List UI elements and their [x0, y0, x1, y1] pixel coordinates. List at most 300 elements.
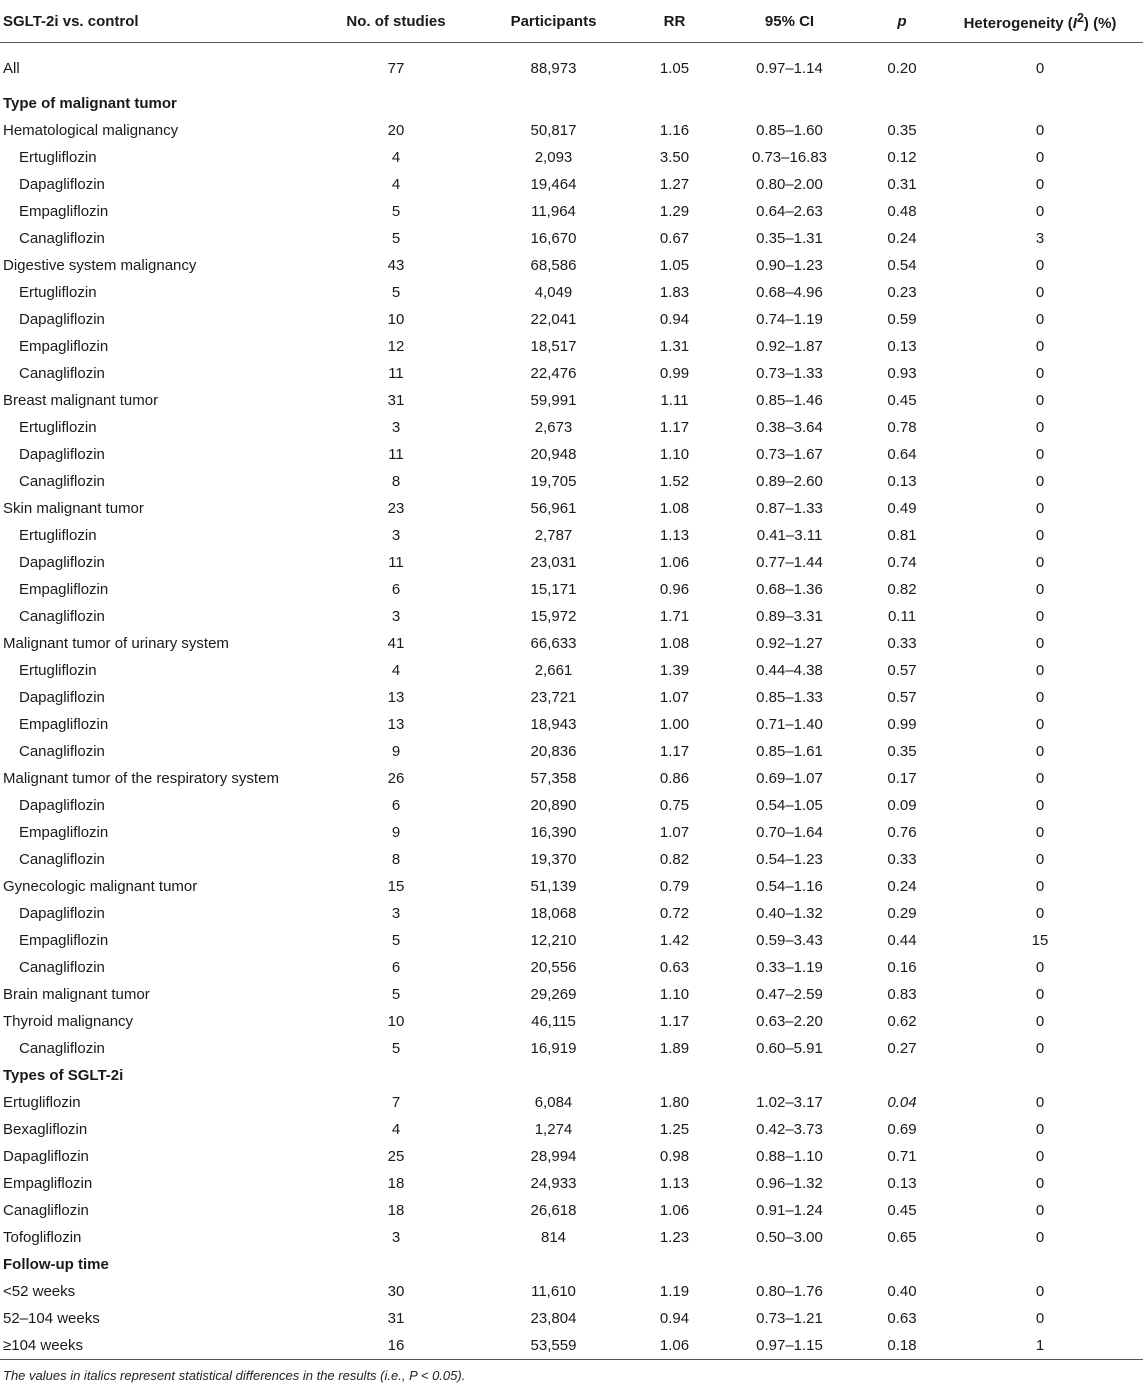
row-label: Ertugliflozin [19, 662, 97, 679]
cell-ci: 0.88–1.10 [756, 1148, 823, 1165]
cell-studies: 9 [391, 824, 401, 841]
row-label: Canagliflozin [19, 473, 105, 490]
row-label: Canagliflozin [19, 959, 105, 976]
cell-heterogeneity: 0 [1035, 824, 1045, 841]
cell-participants: 19,464 [530, 176, 577, 193]
table-row [0, 225, 1143, 252]
cell-participants: 11,610 [531, 1283, 576, 1300]
cell-participants: 26,618 [530, 1202, 577, 1219]
cell-p: 0.59 [887, 311, 917, 328]
table-row [0, 1116, 1143, 1143]
cell-participants: 57,358 [530, 770, 577, 787]
header-ci: 95% CI [712, 0, 867, 43]
cell-rr [637, 1251, 712, 1278]
cell-participants: 24,933 [530, 1175, 577, 1192]
cell-p: 0.81 [887, 527, 917, 544]
row-label: Canagliflozin [19, 230, 105, 247]
cell-studies: 11 [388, 365, 404, 382]
cell-participants: 16,670 [530, 230, 577, 247]
cell-p: 0.24 [887, 230, 917, 247]
cell-rr: 1.11 [660, 392, 689, 409]
cell-rr: 0.67 [659, 230, 690, 247]
cell-rr: 1.27 [659, 176, 690, 193]
cell-heterogeneity: 0 [1035, 797, 1045, 814]
cell-participants: 2,787 [534, 527, 573, 544]
cell-ci: 0.60–5.91 [756, 1040, 823, 1057]
cell-participants: 1,274 [534, 1121, 573, 1138]
table-row [0, 387, 1143, 414]
cell-ci: 0.54–1.16 [756, 878, 823, 895]
cell-studies: 30 [387, 1283, 405, 1300]
cell-rr: 1.89 [659, 1040, 690, 1057]
cell-studies: 31 [387, 392, 405, 409]
cell-ci: 0.70–1.64 [756, 824, 823, 841]
header-p [867, 0, 937, 43]
cell-studies: 13 [387, 716, 405, 733]
cell-ci: 0.50–3.00 [756, 1229, 823, 1246]
row-label: Tofogliflozin [3, 1229, 82, 1246]
table-row [0, 873, 1143, 900]
section-header-row [0, 90, 1143, 117]
row-label: Canagliflozin [19, 608, 105, 625]
cell-ci: 0.97–1.14 [756, 59, 823, 77]
cell-p: 0.82 [887, 581, 917, 598]
cell-ci: 0.73–1.21 [756, 1310, 823, 1327]
cell-studies: 12 [387, 338, 405, 355]
cell-ci: 0.89–3.31 [756, 608, 823, 625]
row-label: Ertugliflozin [3, 1094, 81, 1111]
cell-studies: 5 [391, 284, 401, 301]
cell-studies: 5 [391, 203, 401, 220]
cell-heterogeneity: 0 [1035, 1229, 1045, 1246]
cell-heterogeneity: 0 [1035, 473, 1045, 490]
cell-participants: 28,994 [530, 1148, 577, 1165]
cell-rr: 0.63 [659, 959, 690, 976]
cell-studies [322, 1062, 470, 1089]
table-row [0, 414, 1143, 441]
row-label: Dapagliflozin [19, 311, 105, 328]
het-sup: 2 [1076, 10, 1084, 25]
cell-heterogeneity: 0 [1035, 1283, 1045, 1300]
table-row [0, 495, 1143, 522]
cell-p: 0.71 [887, 1148, 917, 1165]
het-prefix: Heterogeneity ( [963, 14, 1073, 32]
cell-p: 0.69 [887, 1121, 917, 1138]
cell-heterogeneity: 0 [1035, 878, 1045, 895]
cell-rr: 1.52 [659, 473, 690, 490]
cell-studies: 31 [387, 1310, 405, 1327]
cell-rr: 1.07 [659, 824, 690, 841]
cell-p: 0.99 [887, 716, 917, 733]
table-row [0, 1170, 1143, 1197]
row-label: Empagliflozin [19, 203, 109, 220]
cell-heterogeneity [937, 90, 1143, 117]
cell-heterogeneity: 0 [1035, 446, 1045, 463]
cell-ci [712, 1251, 867, 1278]
row-label: Breast malignant tumor [3, 392, 159, 409]
cell-participants: 66,633 [530, 635, 577, 652]
table-header-row [0, 0, 1143, 43]
row-label: Dapagliflozin [19, 905, 105, 922]
cell-ci: 0.68–1.36 [756, 581, 823, 598]
cell-p: 0.17 [887, 770, 917, 787]
cell-p: 0.40 [887, 1283, 917, 1300]
cell-ci: 0.92–1.27 [756, 635, 823, 652]
cell-rr: 1.13 [659, 1175, 690, 1192]
cell-p: 0.09 [887, 797, 917, 814]
cell-participants: 16,919 [530, 1040, 577, 1057]
cell-participants: 4,049 [534, 284, 573, 301]
cell-studies: 77 [387, 59, 405, 77]
cell-participants: 46,115 [531, 1013, 576, 1030]
cell-ci: 0.91–1.24 [756, 1202, 823, 1219]
cell-ci: 0.68–4.96 [756, 284, 823, 301]
cell-participants: 18,943 [530, 716, 577, 733]
row-label: Canagliflozin [19, 365, 105, 382]
cell-rr: 1.23 [659, 1229, 690, 1246]
cell-ci: 0.85–1.60 [756, 122, 823, 139]
table-row [0, 441, 1143, 468]
cell-p: 0.62 [887, 1013, 917, 1030]
cell-ci: 0.69–1.07 [756, 770, 823, 787]
cell-heterogeneity: 0 [1035, 608, 1045, 625]
cell-participants: 15,171 [530, 581, 577, 598]
cell-p: 0.57 [887, 662, 917, 679]
cell-heterogeneity: 0 [1035, 716, 1045, 733]
cell-studies: 13 [387, 689, 405, 706]
cell-participants: 19,370 [530, 851, 577, 868]
cell-studies: 6 [391, 581, 401, 598]
table-row [0, 468, 1143, 495]
cell-heterogeneity: 0 [1035, 338, 1045, 355]
cell-rr: 1.06 [659, 554, 690, 571]
cell-heterogeneity: 0 [1035, 176, 1045, 193]
table-row [0, 1305, 1143, 1332]
cell-rr: 0.86 [659, 770, 690, 787]
cell-participants: 51,139 [530, 878, 577, 895]
table-row [0, 279, 1143, 306]
cell-participants: 22,476 [530, 365, 577, 382]
cell-p: 0.13 [887, 1175, 917, 1192]
cell-participants: 59,991 [530, 392, 577, 409]
cell-heterogeneity: 0 [1035, 500, 1045, 517]
cell-participants: 18,068 [530, 905, 577, 922]
cell-p [867, 90, 937, 117]
cell-heterogeneity: 0 [1035, 311, 1045, 328]
cell-studies [322, 1251, 470, 1278]
cell-heterogeneity: 0 [1035, 527, 1045, 544]
cell-rr: 0.96 [659, 581, 690, 598]
cell-heterogeneity: 0 [1035, 635, 1045, 652]
cell-heterogeneity: 0 [1035, 122, 1045, 139]
cell-heterogeneity: 0 [1035, 59, 1045, 77]
row-label: Empagliflozin [19, 581, 109, 598]
cell-rr: 0.79 [659, 878, 690, 895]
header-comparison: SGLT-2i vs. control [0, 0, 322, 43]
cell-studies: 6 [391, 959, 401, 976]
cell-heterogeneity: 0 [1035, 1310, 1045, 1327]
cell-participants: 2,673 [534, 419, 573, 436]
row-label: All [3, 59, 20, 77]
table-row [0, 1008, 1143, 1035]
cell-rr [637, 90, 712, 117]
cell-p: 0.65 [887, 1229, 917, 1246]
table-footnote: The values in italics represent statistical differences in the results (i.e., P < 0.05). [3, 1368, 466, 1383]
table-row [0, 549, 1143, 576]
table-row [0, 1089, 1143, 1116]
cell-heterogeneity: 0 [1035, 392, 1045, 409]
cell-p: 0.78 [887, 419, 917, 436]
row-label: Canagliflozin [19, 851, 105, 868]
table-row [0, 1224, 1143, 1251]
cell-rr: 3.50 [659, 149, 690, 166]
cell-p: 0.13 [887, 473, 917, 490]
cell-heterogeneity: 0 [1035, 1121, 1045, 1138]
cell-heterogeneity: 0 [1035, 581, 1045, 598]
cell-participants: 50,817 [530, 122, 577, 139]
cell-ci: 0.44–4.38 [756, 662, 823, 679]
cell-rr: 1.17 [659, 1013, 690, 1030]
cell-participants [470, 1062, 637, 1089]
cell-rr: 1.42 [659, 932, 690, 949]
cell-rr: 1.05 [659, 59, 690, 77]
row-label: Dapagliflozin [19, 446, 105, 463]
section-label: Follow-up time [3, 1256, 109, 1273]
cell-participants: 18,517 [530, 338, 577, 355]
cell-participants: 23,804 [530, 1310, 577, 1327]
cell-p: 0.33 [887, 851, 917, 868]
cell-heterogeneity: 0 [1035, 851, 1045, 868]
cell-ci: 0.40–1.32 [756, 905, 823, 922]
row-label: ≥104 weeks [0, 1332, 322, 1360]
cell-rr: 0.82 [659, 851, 690, 868]
row-label: Empagliflozin [3, 1175, 93, 1192]
cell-ci: 0.90–1.23 [756, 257, 823, 274]
row-label: Dapagliflozin [3, 1148, 89, 1165]
table-row [0, 765, 1143, 792]
cell-p: 0.18 [867, 1332, 937, 1360]
cell-rr: 0.94 [659, 1310, 690, 1327]
cell-ci: 0.47–2.59 [756, 986, 823, 1003]
cell-p: 0.04 [887, 1094, 917, 1111]
row-label: Canagliflozin [19, 743, 105, 760]
row-label: Dapagliflozin [19, 689, 105, 706]
row-label: Ertugliflozin [19, 284, 97, 301]
cell-heterogeneity: 0 [1035, 689, 1045, 706]
table-row [0, 522, 1143, 549]
cell-studies: 4 [391, 149, 401, 166]
table-row [0, 171, 1143, 198]
cell-rr: 0.94 [659, 311, 690, 328]
cell-ci [712, 1062, 867, 1089]
table-row [0, 846, 1143, 873]
cell-p: 0.49 [887, 500, 917, 517]
cell-p: 0.12 [887, 149, 917, 166]
cell-ci [712, 90, 867, 117]
cell-rr [637, 1062, 712, 1089]
cell-rr: 1.06 [637, 1332, 712, 1360]
table-row [0, 792, 1143, 819]
table-row [0, 333, 1143, 360]
cell-participants: 88,973 [530, 59, 577, 77]
cell-heterogeneity: 0 [1035, 1175, 1045, 1192]
cell-rr: 1.80 [659, 1094, 690, 1111]
cell-p: 0.24 [887, 878, 917, 895]
cell-ci: 0.80–1.76 [756, 1283, 823, 1300]
cell-studies: 18 [387, 1175, 405, 1192]
cell-heterogeneity: 0 [1035, 257, 1045, 274]
row-label: <52 weeks [3, 1283, 76, 1300]
cell-participants: 53,559 [470, 1332, 637, 1360]
cell-studies: 26 [387, 770, 405, 787]
cell-heterogeneity: 0 [1035, 662, 1045, 679]
cell-heterogeneity: 0 [1035, 1094, 1045, 1111]
cell-heterogeneity: 0 [1035, 1040, 1045, 1057]
cell-rr: 1.00 [659, 716, 690, 733]
cell-rr: 1.29 [659, 203, 690, 220]
cell-ci: 0.85–1.46 [756, 392, 823, 409]
cell-participants: 12,210 [530, 932, 577, 949]
cell-ci: 0.59–3.43 [756, 932, 823, 949]
row-label: Ertugliflozin [19, 527, 97, 544]
row-label: Digestive system malignancy [3, 257, 197, 274]
cell-participants: 29,269 [530, 986, 577, 1003]
cell-heterogeneity: 0 [1035, 959, 1045, 976]
cell-heterogeneity: 0 [1035, 905, 1045, 922]
het-i: I [1072, 14, 1077, 32]
cell-studies: 18 [387, 1202, 405, 1219]
row-label: Dapagliflozin [19, 176, 105, 193]
table-row [0, 900, 1143, 927]
cell-participants: 814 [540, 1229, 567, 1246]
cell-p: 0.63 [887, 1310, 917, 1327]
cell-ci: 0.73–1.67 [756, 446, 823, 463]
cell-studies: 9 [391, 743, 401, 760]
cell-studies: 3 [391, 905, 401, 922]
cell-ci: 0.64–2.63 [756, 203, 823, 220]
cell-heterogeneity: 0 [1035, 770, 1045, 787]
cell-studies: 4 [391, 176, 401, 193]
row-label: Empagliflozin [19, 716, 109, 733]
cell-p [867, 1251, 937, 1278]
cell-heterogeneity: 0 [1035, 203, 1045, 220]
cell-ci: 0.73–1.33 [756, 365, 823, 382]
table-row [0, 117, 1143, 144]
cell-studies: 7 [391, 1094, 401, 1111]
cell-studies: 3 [391, 608, 401, 625]
cell-participants: 16,390 [530, 824, 577, 841]
cell-p: 0.48 [887, 203, 917, 220]
cell-heterogeneity: 0 [1035, 1148, 1045, 1165]
cell-studies: 15 [387, 878, 405, 895]
cell-p: 0.11 [887, 608, 917, 625]
cell-p: 0.74 [887, 554, 917, 571]
cell-p: 0.35 [887, 122, 917, 139]
cell-studies: 5 [391, 1040, 401, 1057]
table-row [0, 43, 1143, 91]
cell-studies: 8 [391, 473, 401, 490]
cell-ci: 0.87–1.33 [756, 500, 823, 517]
table-row [0, 684, 1143, 711]
cell-ci: 0.73–16.83 [751, 149, 828, 166]
cell-rr: 1.10 [659, 986, 690, 1003]
cell-heterogeneity: 0 [1035, 986, 1045, 1003]
cell-heterogeneity: 0 [1035, 1202, 1045, 1219]
cell-p: 0.13 [887, 338, 917, 355]
cell-heterogeneity: 0 [1035, 554, 1045, 571]
het-suffix: ) (%) [1083, 14, 1117, 32]
cell-heterogeneity: 0 [1035, 419, 1045, 436]
cell-p: 0.44 [887, 932, 917, 949]
cell-studies: 20 [387, 122, 405, 139]
cell-p: 0.31 [887, 176, 917, 193]
section-header-row [0, 1251, 1143, 1278]
cell-p: 0.35 [887, 743, 917, 760]
cell-rr: 1.17 [659, 419, 690, 436]
cell-rr: 1.07 [659, 689, 690, 706]
cell-participants: 19,705 [530, 473, 577, 490]
cell-heterogeneity: 0 [1035, 743, 1045, 760]
cell-ci: 0.41–3.11 [756, 527, 823, 544]
header-rr: RR [637, 0, 712, 43]
cell-p [867, 1062, 937, 1089]
cell-ci: 0.92–1.87 [756, 338, 823, 355]
cell-heterogeneity [937, 1251, 1143, 1278]
row-label: Canagliflozin [3, 1202, 89, 1219]
row-label: Dapagliflozin [19, 554, 105, 571]
row-label: Empagliflozin [19, 932, 109, 949]
cell-participants: 11,964 [531, 203, 576, 220]
row-label: Empagliflozin [19, 338, 109, 355]
cell-studies: 4 [391, 662, 401, 679]
row-label: Brain malignant tumor [3, 986, 150, 1003]
cell-rr: 1.05 [659, 257, 690, 274]
cell-ci: 0.89–2.60 [756, 473, 823, 490]
cell-participants: 20,836 [530, 743, 577, 760]
cell-rr: 1.19 [659, 1283, 690, 1300]
cell-studies: 3 [391, 419, 401, 436]
cell-ci: 0.38–3.64 [756, 419, 823, 436]
row-label: 52–104 weeks [3, 1310, 100, 1327]
table-row [0, 306, 1143, 333]
cell-p: 0.45 [887, 392, 917, 409]
cell-ci: 1.02–3.17 [756, 1094, 823, 1111]
cell-p: 0.23 [887, 284, 917, 301]
cell-participants: 2,661 [534, 662, 573, 679]
cell-participants: 2,093 [534, 149, 573, 166]
table-row [0, 954, 1143, 981]
table-row [0, 1278, 1143, 1305]
cell-p: 0.29 [887, 905, 917, 922]
cell-p: 0.54 [887, 257, 917, 274]
cell-heterogeneity: 15 [1031, 932, 1049, 949]
cell-rr: 0.98 [659, 1148, 690, 1165]
cell-ci: 0.54–1.23 [756, 851, 823, 868]
table-row [0, 144, 1143, 171]
cell-participants: 23,031 [530, 554, 577, 571]
cell-p: 0.20 [887, 59, 917, 77]
row-label: Thyroid malignancy [3, 1013, 134, 1030]
cell-rr: 1.83 [659, 284, 690, 301]
cell-rr: 1.08 [659, 635, 690, 652]
cell-rr: 1.08 [659, 500, 690, 517]
cell-ci: 0.80–2.00 [756, 176, 823, 193]
cell-p: 0.57 [887, 689, 917, 706]
cell-studies: 3 [391, 1229, 401, 1246]
table-row [0, 819, 1143, 846]
cell-studies: 41 [387, 635, 405, 652]
cell-ci: 0.85–1.61 [756, 743, 823, 760]
